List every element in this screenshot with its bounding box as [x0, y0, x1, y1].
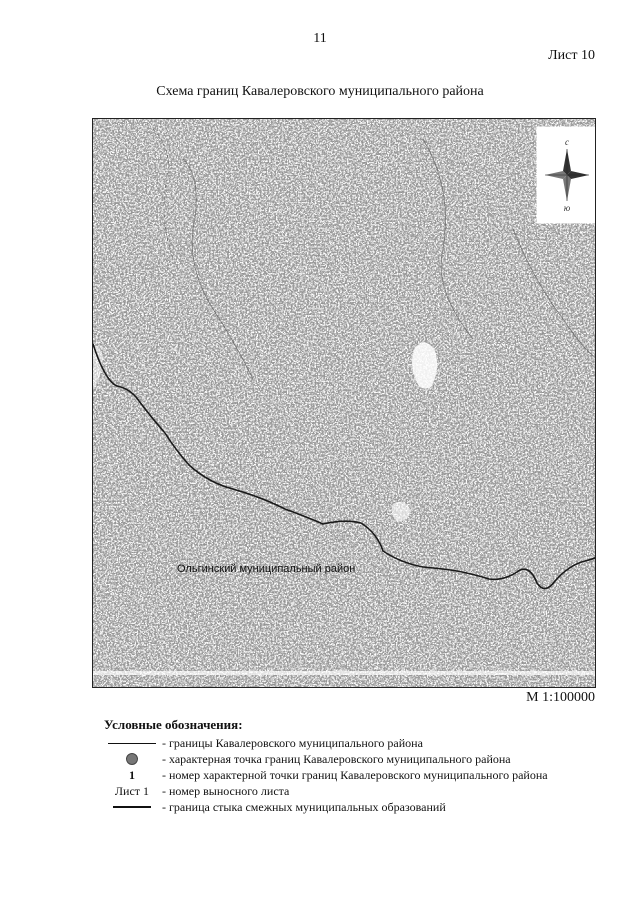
boundary-line-symbol — [104, 743, 160, 744]
neighbor-region-label: Ольгинский муниципальный район — [177, 563, 356, 575]
legend-item-text: - номер характерной точки границ Кавалеровского муниципального района — [162, 767, 548, 782]
junction-line-symbol — [104, 806, 160, 808]
legend-item — [104, 783, 548, 799]
compass-box — [537, 127, 596, 223]
map-title: Схема границ Кавалеровского муниципального района — [156, 84, 484, 99]
legend-item — [104, 799, 548, 815]
map-frame[interactable] — [92, 118, 596, 688]
scale-label: М 1:100000 — [526, 690, 595, 705]
page-number: 11 — [313, 31, 327, 46]
map-edge-strip — [93, 671, 596, 675]
legend-item-text: - номер выносного листа — [162, 783, 290, 798]
compass-south-label: ю — [563, 203, 571, 213]
legend-title: Условные обозначения: — [104, 717, 243, 732]
point-number-symbol: 1 — [129, 767, 135, 782]
legend-item — [104, 735, 548, 751]
legend-item-text: - граница стыка смежных муниципальных образований — [162, 799, 446, 814]
legend-item-text: - характерная точка границ Кавалеровского муниципального района — [162, 751, 511, 766]
legend-item — [104, 751, 548, 767]
compass-north-label: с — [565, 137, 569, 147]
sheet-number-symbol: Лист 1 — [114, 783, 150, 798]
sheet-label: Лист 10 — [548, 48, 595, 63]
terrain-texture-dark — [93, 119, 596, 688]
legend-item-text: - границы Кавалеровского муниципального района — [162, 735, 423, 750]
legend-item — [104, 767, 548, 783]
topographic-map[interactable] — [93, 119, 596, 688]
point-dot-symbol — [104, 753, 160, 765]
legend — [104, 717, 548, 815]
